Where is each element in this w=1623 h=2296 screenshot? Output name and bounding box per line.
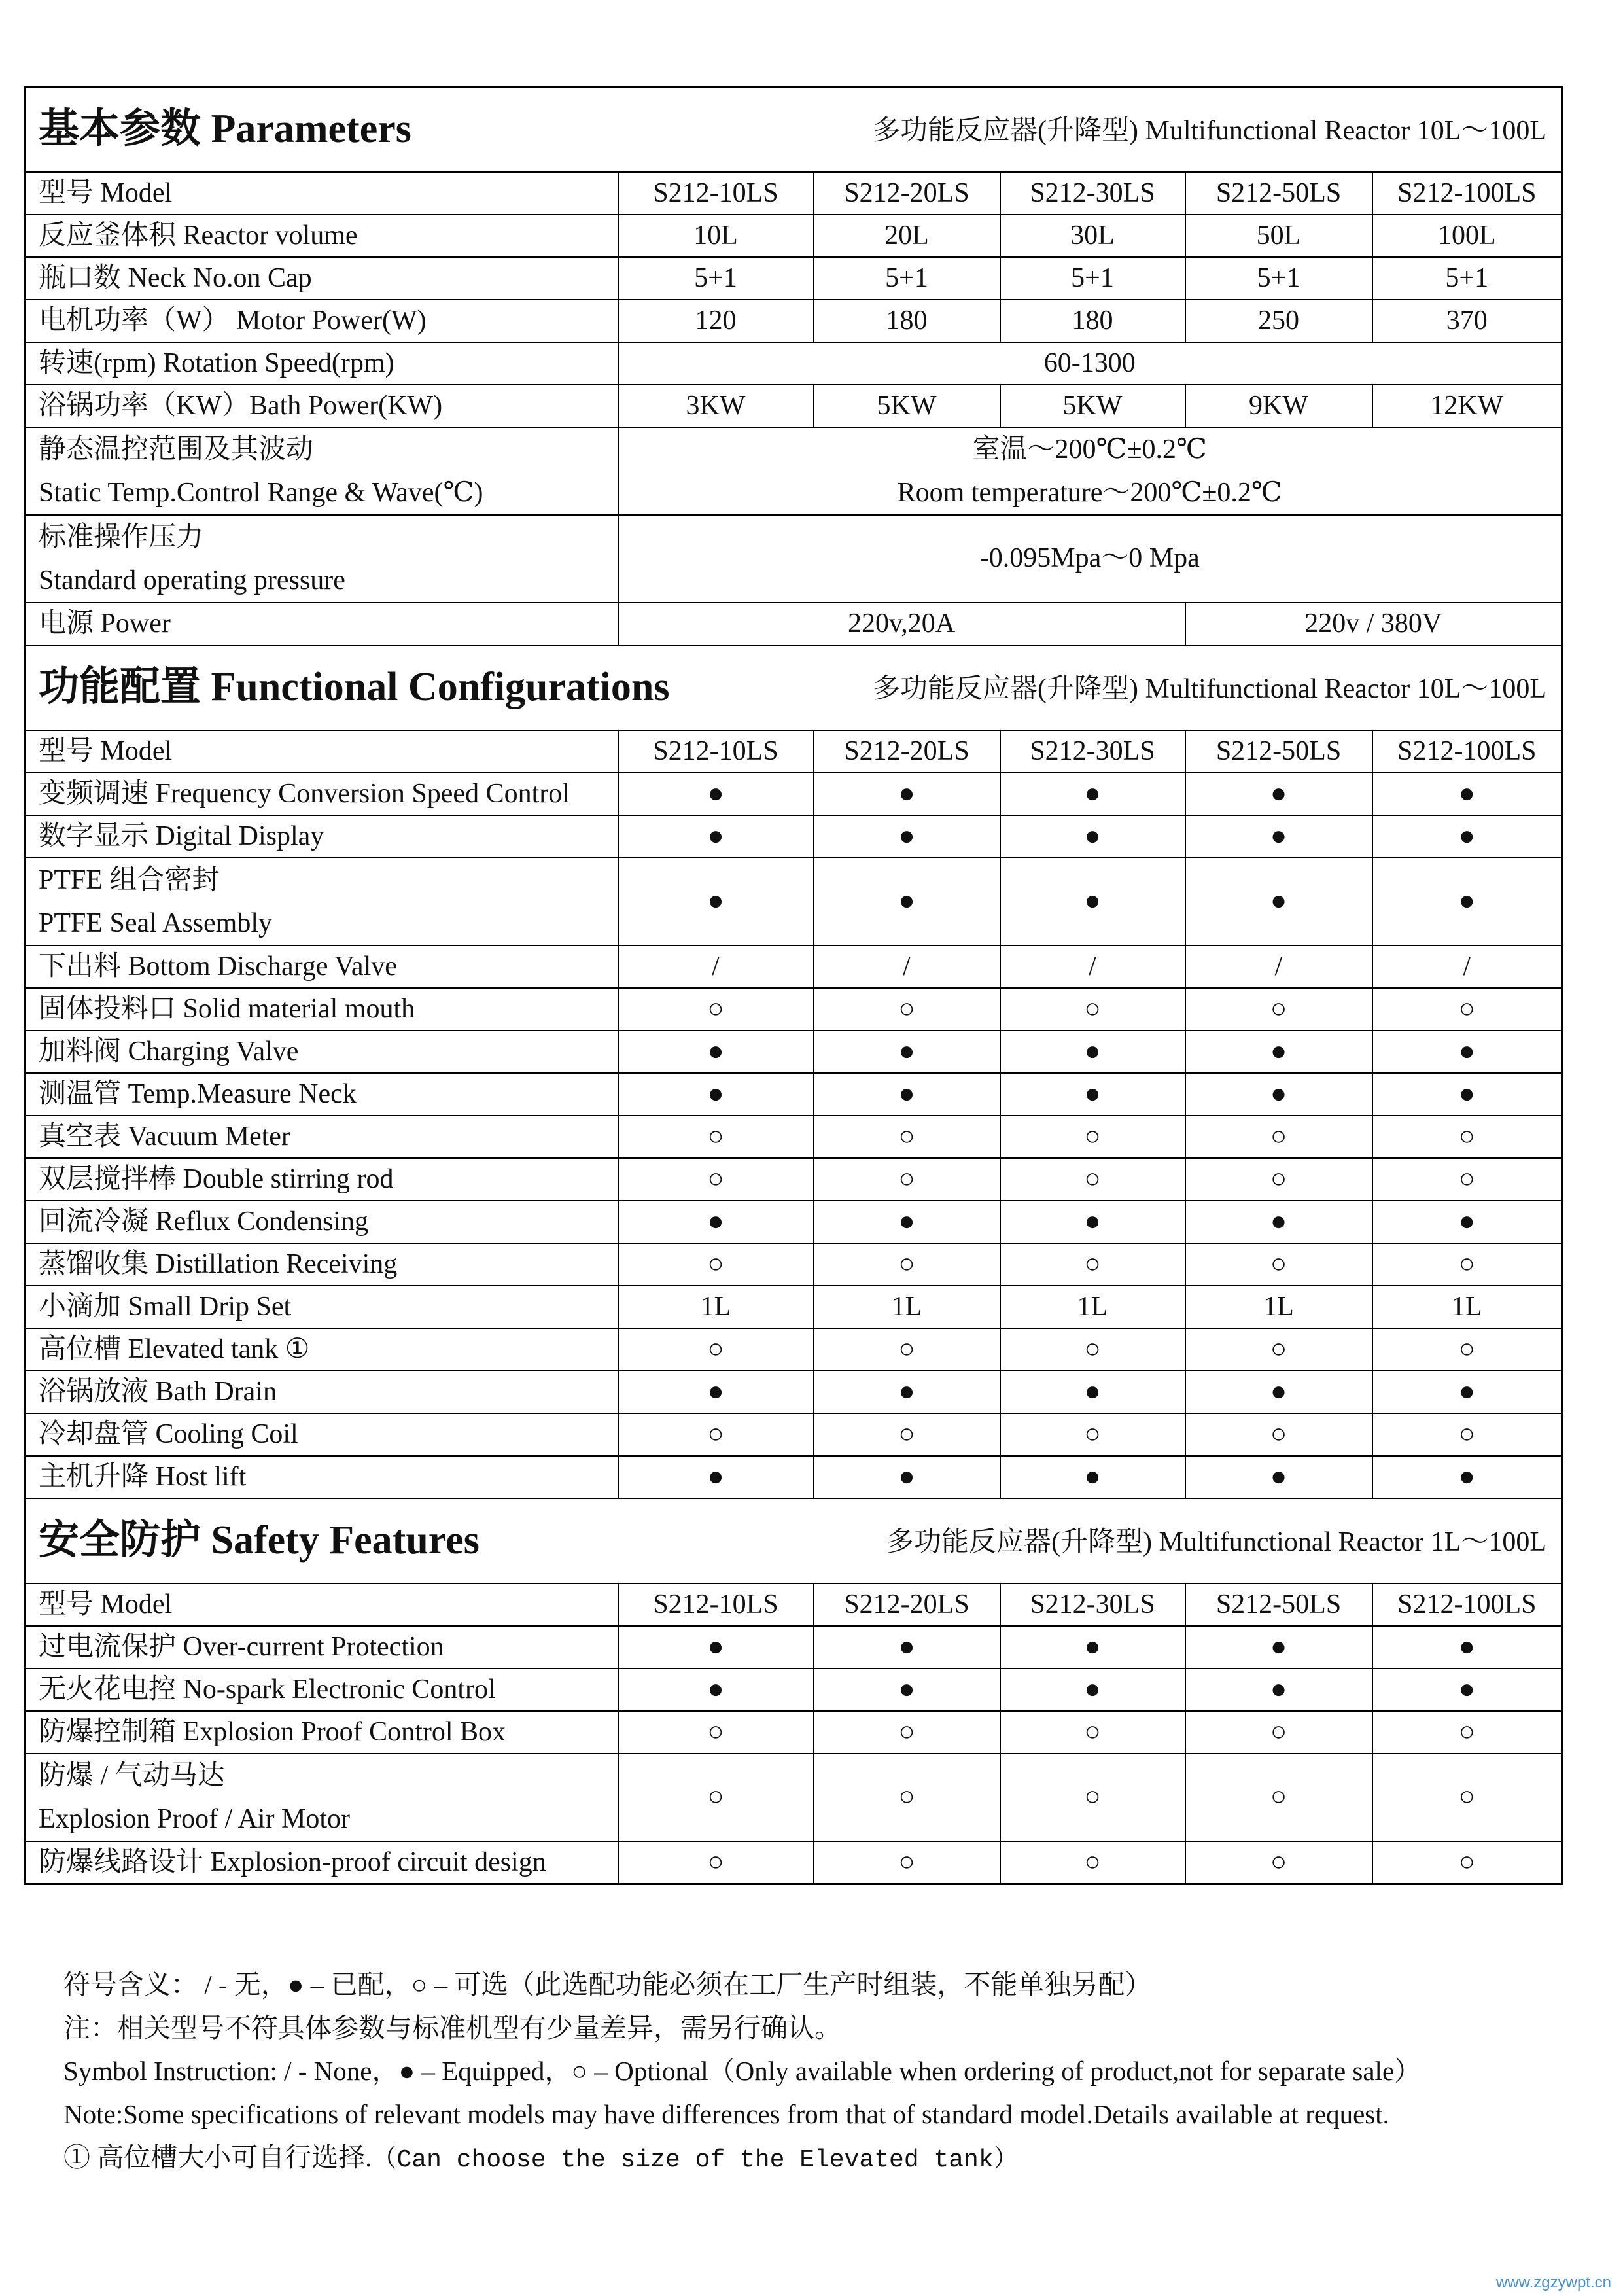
row-label: 电机功率（W） Motor Power(W) [25, 300, 618, 342]
table-row [25, 1626, 1562, 1669]
table-row [25, 603, 1562, 645]
table-cell: ○ [1000, 1413, 1185, 1456]
table-cell: 5+1 [1372, 257, 1562, 300]
row-label: Explosion Proof / Air Motor [39, 1804, 351, 1834]
table-cell: ● [618, 773, 814, 815]
model-cell: S212-10LS [618, 172, 814, 215]
model-cell: S212-20LS [814, 730, 1000, 773]
symbol-notes [63, 1963, 1568, 2182]
table-row [25, 1116, 1562, 1158]
row-label: 下出料 Bottom Discharge Valve [25, 945, 618, 988]
table-row [25, 1243, 1562, 1286]
row-label: 静态温控范围及其波动 [39, 434, 314, 465]
table-cell: 3KW [618, 385, 814, 427]
table-cell: ○ [814, 1754, 1000, 1841]
table-cell: 5+1 [1185, 257, 1372, 300]
table-cell: ○ [814, 1243, 1000, 1286]
parameters-model-row [25, 172, 1562, 215]
table-row [25, 1031, 1562, 1073]
row-label: 加料阀 Charging Valve [25, 1031, 618, 1073]
table-cell: 12KW [1372, 385, 1562, 427]
row-label: 过电流保护 Over-current Protection [25, 1626, 618, 1669]
table-cell: ○ [618, 1754, 814, 1841]
table-cell: 5+1 [1000, 257, 1185, 300]
table-cell: ○ [1185, 988, 1372, 1031]
table-cell: 120 [618, 300, 814, 342]
table-cell: ● [1000, 1626, 1185, 1669]
model-cell: S212-30LS [1000, 172, 1185, 215]
table-row [25, 1286, 1562, 1328]
watermark: www.zgzywpt.cn [1495, 2274, 1611, 2291]
table-cell: ● [1185, 858, 1372, 945]
table-cell: ● [1372, 773, 1562, 815]
table-cell: 5+1 [618, 257, 814, 300]
row-label: 数字显示 Digital Display [25, 815, 618, 858]
table-cell: ● [618, 1371, 814, 1413]
table-cell: ○ [618, 1116, 814, 1158]
table-row [25, 773, 1562, 815]
table-cell: 1L [1000, 1286, 1185, 1328]
table-cell: 50L [1185, 215, 1372, 257]
note-text: ① 高位槽大小可自行选择. [63, 2142, 372, 2172]
table-cell: ○ [1000, 1754, 1185, 1841]
table-cell-span: 60-1300 [618, 342, 1562, 385]
table-cell: ● [814, 1456, 1000, 1498]
model-cell: S212-20LS [814, 172, 1000, 215]
table-cell: ● [1000, 1456, 1185, 1498]
table-cell: ● [1185, 1031, 1372, 1073]
row-label: 双层搅拌棒 Double stirring rod [25, 1158, 618, 1201]
table-cell: 180 [1000, 300, 1185, 342]
table-cell: ● [1372, 1073, 1562, 1116]
row-label: 回流冷凝 Reflux Condensing [25, 1201, 618, 1243]
table-cell: 10L [618, 215, 814, 257]
table-cell: ● [814, 1371, 1000, 1413]
model-label: 型号 Model [25, 1583, 618, 1626]
table-cell: / [1372, 945, 1562, 988]
table-cell: ● [1185, 773, 1372, 815]
table-cell: / [1000, 945, 1185, 988]
table-cell: 1L [1372, 1286, 1562, 1328]
table-cell: ● [814, 1031, 1000, 1073]
safety-title: 安全防护 Safety Features [39, 1518, 480, 1563]
table-cell: ● [618, 1031, 814, 1073]
row-label: 主机升降 Host lift [25, 1456, 618, 1498]
row-label: 小滴加 Small Drip Set [25, 1286, 618, 1328]
table-cell: ○ [1372, 1841, 1562, 1884]
table-row [25, 858, 1562, 945]
row-label: 浴锅放液 Bath Drain [25, 1371, 618, 1413]
table-cell: ● [1372, 1371, 1562, 1413]
table-cell: ● [1000, 1371, 1185, 1413]
table-cell: ● [814, 1669, 1000, 1711]
table-cell: ○ [618, 1158, 814, 1201]
table-cell: ○ [1372, 1328, 1562, 1371]
table-cell: ○ [618, 1841, 814, 1884]
functional-model-row [25, 730, 1562, 773]
table-row [25, 1328, 1562, 1371]
table-cell: ○ [618, 1413, 814, 1456]
row-label: 浴锅功率（KW）Bath Power(KW) [25, 385, 618, 427]
model-cell: S212-30LS [1000, 730, 1185, 773]
table-cell: ○ [1372, 1158, 1562, 1201]
row-label: 瓶口数 Neck No.on Cap [25, 257, 618, 300]
table-cell: / [814, 945, 1000, 988]
row-label: 变频调速 Frequency Conversion Speed Control [25, 773, 618, 815]
table-cell: ● [1185, 1371, 1372, 1413]
table-cell: ● [1185, 1073, 1372, 1116]
table-cell: ○ [1372, 988, 1562, 1031]
table-cell: ● [1185, 1669, 1372, 1711]
row-label: Static Temp.Control Range & Wave(℃) [39, 478, 483, 508]
row-label: 固体投料口 Solid material mouth [25, 988, 618, 1031]
table-cell: ● [1185, 1201, 1372, 1243]
model-cell: S212-20LS [814, 1583, 1000, 1626]
table-cell: ● [618, 1073, 814, 1116]
row-label: 反应釜体积 Reactor volume [25, 215, 618, 257]
table-row [25, 300, 1562, 342]
table-cell: 30L [1000, 215, 1185, 257]
table-row [25, 1371, 1562, 1413]
table-cell: 5KW [814, 385, 1000, 427]
table-row [25, 1711, 1562, 1754]
table-cell: 9KW [1185, 385, 1372, 427]
model-cell: S212-100LS [1372, 172, 1562, 215]
table-cell: ○ [1185, 1711, 1372, 1754]
row-label: 防爆线路设计 Explosion-proof circuit design [25, 1841, 618, 1884]
functional-header-row [25, 645, 1562, 730]
table-cell: / [1185, 945, 1372, 988]
model-cell: S212-50LS [1185, 730, 1372, 773]
table-row [25, 342, 1562, 385]
table-cell: 1L [618, 1286, 814, 1328]
safety-rows-a [25, 1626, 1562, 1754]
table-cell-span: Room temperature～200℃±0.2℃ [897, 478, 1282, 508]
table-cell: ○ [814, 1158, 1000, 1201]
table-row [25, 815, 1562, 858]
safety-model-row [25, 1583, 1562, 1626]
table-cell: ○ [618, 1711, 814, 1754]
note-line [63, 2136, 1568, 2182]
row-label: Standard operating pressure [39, 565, 345, 595]
table-cell: 5KW [1000, 385, 1185, 427]
table-cell: ● [618, 1626, 814, 1669]
model-cell: S212-100LS [1372, 730, 1562, 773]
model-label: 型号 Model [25, 172, 618, 215]
row-label: 防爆控制箱 Explosion Proof Control Box [25, 1711, 618, 1754]
table-cell: ● [814, 1201, 1000, 1243]
table-cell: 180 [814, 300, 1000, 342]
row-label: PTFE 组合密封 [39, 865, 220, 895]
table-cell: ○ [1000, 1328, 1185, 1371]
table-cell: ● [1000, 815, 1185, 858]
table-cell-span: -0.095Mpa～0 Mpa [618, 515, 1562, 603]
table-cell: ● [1372, 1626, 1562, 1669]
row-label: 无火花电控 No-spark Electronic Control [25, 1669, 618, 1711]
table-cell: ○ [618, 1243, 814, 1286]
table-cell: ● [1185, 815, 1372, 858]
table-row [25, 1073, 1562, 1116]
table-row [25, 1456, 1562, 1498]
model-cell: S212-10LS [618, 1583, 814, 1626]
table-cell: ● [814, 815, 1000, 858]
model-label: 型号 Model [25, 730, 618, 773]
table-cell: ○ [1000, 1243, 1185, 1286]
table-cell: ○ [1000, 1841, 1185, 1884]
table-cell: ● [618, 1456, 814, 1498]
model-cell: S212-100LS [1372, 1583, 1562, 1626]
table-cell: 250 [1185, 300, 1372, 342]
model-cell: S212-50LS [1185, 1583, 1372, 1626]
table-row [25, 1201, 1562, 1243]
table-cell: ● [1000, 1669, 1185, 1711]
table-cell: ○ [814, 988, 1000, 1031]
table-cell: ○ [1000, 1158, 1185, 1201]
parameters-subtitle: 多功能反应器(升降型) Multifunctional Reactor 10L～100L [873, 116, 1547, 147]
table-cell: ○ [1000, 988, 1185, 1031]
table-cell: ● [1372, 1456, 1562, 1498]
table-cell: 5+1 [814, 257, 1000, 300]
spec-table [24, 86, 1563, 1885]
table-cell: ● [1000, 858, 1185, 945]
table-cell: ● [1372, 1201, 1562, 1243]
model-cell: S212-50LS [1185, 172, 1372, 215]
row-label: 真空表 Vacuum Meter [25, 1116, 618, 1158]
row-label: 高位槽 Elevated tank ① [25, 1328, 618, 1371]
table-row [25, 515, 1562, 603]
table-row [25, 988, 1562, 1031]
table-cell: ○ [814, 1116, 1000, 1158]
table-cell: ○ [1372, 1116, 1562, 1158]
table-cell: ● [1372, 815, 1562, 858]
table-cell: ○ [814, 1841, 1000, 1884]
table-cell: ○ [814, 1328, 1000, 1371]
table-cell-span: 室温～200℃±0.2℃ [972, 434, 1208, 465]
table-cell: ○ [1185, 1116, 1372, 1158]
table-cell: ● [618, 1669, 814, 1711]
table-cell: ○ [1372, 1413, 1562, 1456]
table-cell: ○ [618, 988, 814, 1031]
table-row [25, 257, 1562, 300]
table-cell: / [618, 945, 814, 988]
note-line: Note:Some specifications of relevant models may have differences from that of standard model.Details available at request. [63, 2099, 1389, 2129]
safety-header-row [25, 1498, 1562, 1583]
table-row [25, 1841, 1562, 1884]
table-cell: ○ [1185, 1413, 1372, 1456]
table-cell: 100L [1372, 215, 1562, 257]
table-cell: ● [1185, 1456, 1372, 1498]
row-label: PTFE Seal Assembly [39, 908, 273, 938]
row-label: 冷却盘管 Cooling Coil [25, 1413, 618, 1456]
model-cell: S212-10LS [618, 730, 814, 773]
table-cell: 370 [1372, 300, 1562, 342]
table-row [25, 427, 1562, 515]
table-cell: ○ [1185, 1754, 1372, 1841]
model-cell: S212-30LS [1000, 1583, 1185, 1626]
table-cell: ○ [1372, 1754, 1562, 1841]
note-text: （Can choose the size of the Elevated tank） [372, 2146, 1019, 2174]
table-cell: ○ [1000, 1711, 1185, 1754]
functional-title: 功能配置 Functional Configurations [39, 665, 670, 710]
table-cell: ○ [618, 1328, 814, 1371]
table-cell: ● [814, 1073, 1000, 1116]
safety-rows-b [25, 1841, 1562, 1884]
table-row [25, 385, 1562, 427]
functional-rows-a [25, 773, 1562, 858]
table-row [25, 945, 1562, 988]
row-label: 标准操作压力 [39, 522, 204, 552]
table-row [25, 1413, 1562, 1456]
note-line: 符号含义： / - 无，● – 已配，○ – 可选（此选配功能必须在工厂生产时组装，不能单独另配） [63, 1969, 1152, 2000]
row-label: 测温管 Temp.Measure Neck [25, 1073, 618, 1116]
row-label: 转速(rpm) Rotation Speed(rpm) [25, 342, 618, 385]
table-cell: ○ [1185, 1243, 1372, 1286]
table-cell: ○ [814, 1711, 1000, 1754]
table-cell: ○ [1372, 1711, 1562, 1754]
table-cell: ● [1000, 1031, 1185, 1073]
table-cell: ○ [814, 1413, 1000, 1456]
table-cell: ● [814, 1626, 1000, 1669]
safety-subtitle: 多功能反应器(升降型) Multifunctional Reactor 1L～100L [886, 1527, 1547, 1558]
table-row [25, 1669, 1562, 1711]
table-cell: ○ [1185, 1158, 1372, 1201]
table-cell: ● [618, 1201, 814, 1243]
table-cell: ● [1185, 1626, 1372, 1669]
table-cell: ○ [1185, 1328, 1372, 1371]
table-cell: ● [618, 858, 814, 945]
table-cell: 1L [1185, 1286, 1372, 1328]
row-label: 防爆 / 气动马达 [39, 1761, 225, 1791]
note-line: 注：相关型号不符具体参数与标准机型有少量差异，需另行确认。 [63, 2013, 841, 2043]
functional-subtitle: 多功能反应器(升降型) Multifunctional Reactor 10L～100L [873, 674, 1547, 705]
table-cell: ● [814, 773, 1000, 815]
row-label: 电源 Power [25, 603, 618, 645]
table-cell: ○ [1000, 1116, 1185, 1158]
table-cell: ● [1372, 1669, 1562, 1711]
row-label: 蒸馏收集 Distillation Receiving [25, 1243, 618, 1286]
table-cell-span: 220v,20A [618, 603, 1185, 645]
table-cell: ● [1000, 773, 1185, 815]
note-line: Symbol Instruction: / - None，● – Equipped，○ – Optional（Only available when ordering of product,not for separate sale） [63, 2056, 1422, 2086]
table-cell: ○ [1372, 1243, 1562, 1286]
table-cell: ● [1000, 1201, 1185, 1243]
table-cell: ● [814, 858, 1000, 945]
table-cell-span: 220v / 380V [1185, 603, 1562, 645]
table-cell: ● [1000, 1073, 1185, 1116]
table-cell: ● [1372, 858, 1562, 945]
table-row [25, 1754, 1562, 1841]
table-cell: ○ [1185, 1841, 1372, 1884]
table-cell: ● [1372, 1031, 1562, 1073]
parameters-header-row [25, 87, 1562, 173]
table-row [25, 215, 1562, 257]
table-cell: 1L [814, 1286, 1000, 1328]
table-cell: ● [618, 815, 814, 858]
table-row [25, 1158, 1562, 1201]
parameters-title: 基本参数 Parameters [39, 107, 411, 152]
table-cell: 20L [814, 215, 1000, 257]
functional-rows-b [25, 945, 1562, 1498]
